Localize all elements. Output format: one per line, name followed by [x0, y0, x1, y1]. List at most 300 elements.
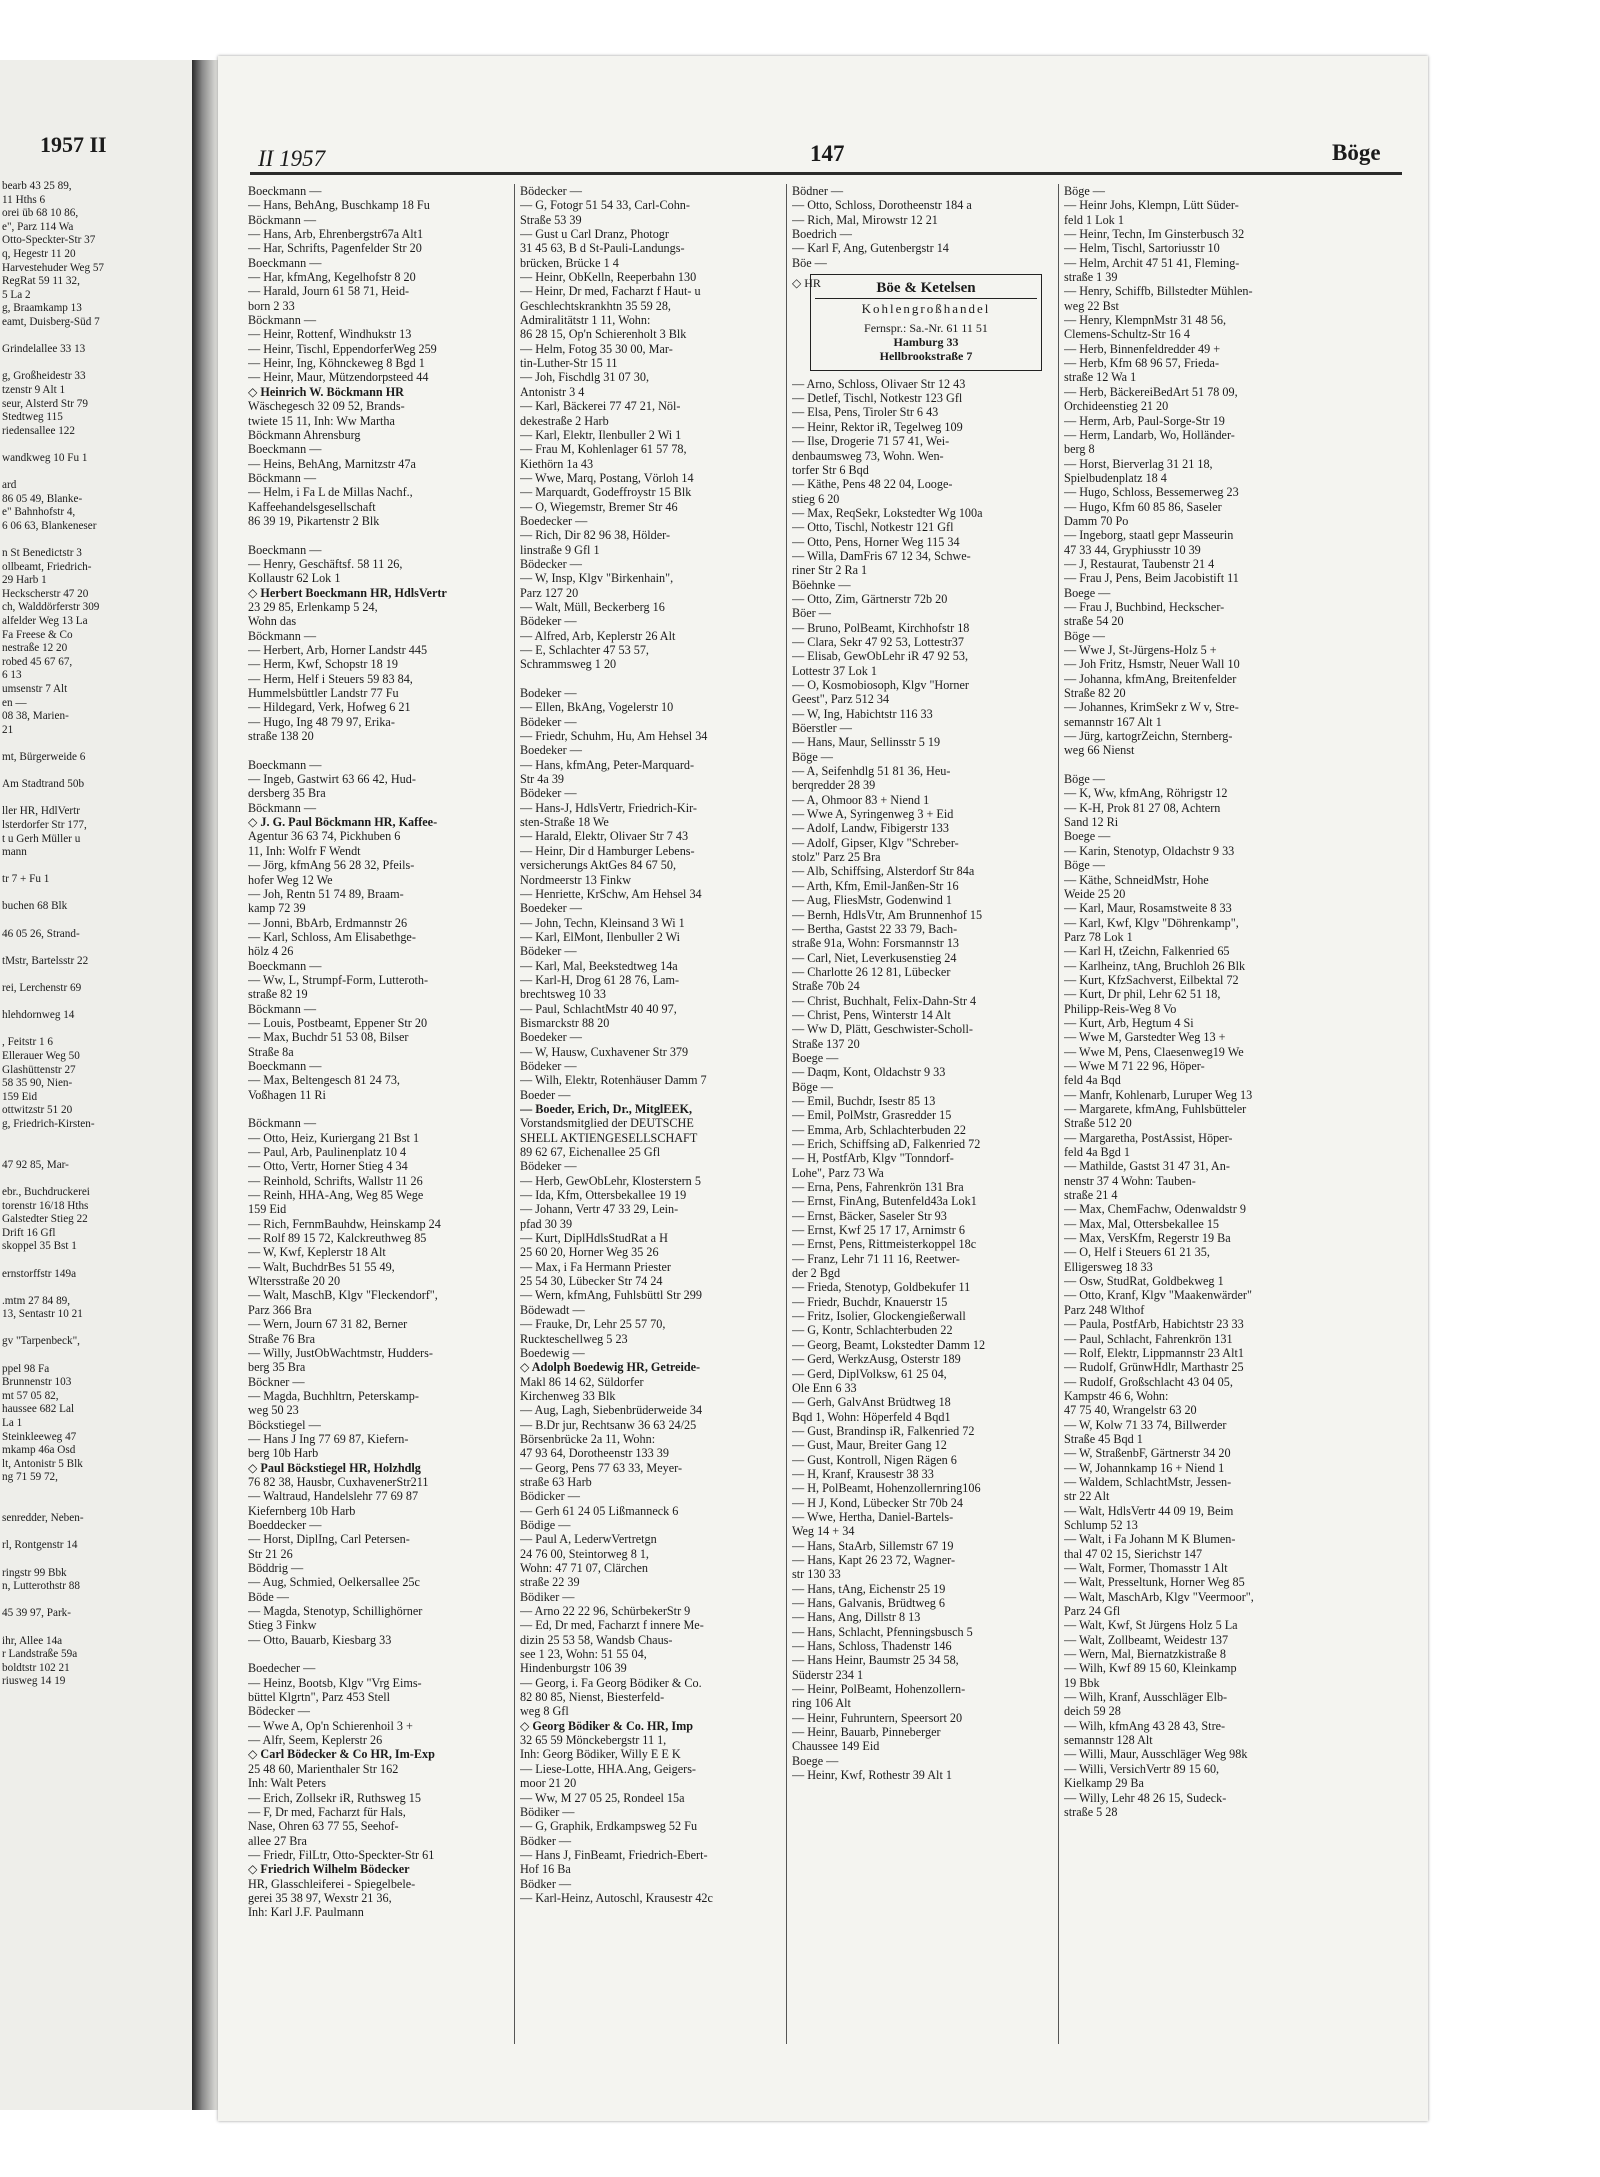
directory-entry-line: Boedrich —: [792, 227, 852, 242]
directory-entry-line: — Walt, Presseltunk, Horner Weg 85: [1064, 1575, 1245, 1590]
directory-entry-line: — Heinr, Tischl, EppendorferWeg 259: [248, 341, 437, 356]
directory-entry-line: Vorstandsmitglied der DEUTSCHE: [520, 1116, 694, 1131]
left-page-line: [2, 1145, 188, 1159]
directory-entry-line: Sand 12 Ri: [1064, 815, 1119, 830]
directory-entry-line: berqredder 28 39: [792, 778, 876, 793]
directory-entry-line: 24 76 00, Steintorweg 8 1,: [520, 1546, 649, 1561]
directory-entry-line: — Herb, BäckereiBedArt 51 78 09,: [1064, 384, 1238, 399]
directory-entry-line: — Herbert, Arb, Horner Landstr 445: [248, 643, 428, 657]
directory-entry-line: 47 93 64, Dorotheenstr 133 39: [520, 1446, 669, 1461]
left-page-line: Drift 16 Gfl: [2, 1226, 56, 1239]
left-page-line: ollbeamt, Friedrich-: [2, 560, 92, 573]
directory-entry-line: Bödker —: [520, 1876, 572, 1891]
left-page-line: torenstr 16/18 Hths: [2, 1199, 89, 1212]
directory-entry-line: — Karl F, Ang, Gutenbergstr 14: [792, 241, 949, 256]
directory-entry-line: — Hugo, Ing 48 79 97, Erika-: [248, 714, 395, 729]
directory-entry-line: Boege —: [792, 1753, 839, 1768]
directory-entry-line: — J, Restaurat, Taubenstr 21 4: [1064, 556, 1215, 571]
left-page-line: seur, Alsterd Str 79: [2, 397, 88, 410]
directory-entry-line: — Karl, Schloss, Am Elisabethge-: [248, 929, 416, 944]
left-page-line: alfelder Weg 13 La: [2, 615, 88, 627]
directory-entry-line: — Käthe, SchneidMstr, Hohe: [1064, 872, 1209, 887]
directory-entry-line: ◇ Friedrich Wilhelm Bödecker: [248, 1862, 410, 1877]
directory-entry-line: — Mathilde, Gastst 31 47 31, An-: [1064, 1159, 1230, 1174]
directory-entry-line: — Boeder, Erich, Dr., MitglEEK,: [520, 1102, 693, 1116]
directory-entry-line: — Karl, Kwf, Klgv "Döhrenkamp",: [1064, 915, 1239, 930]
directory-entry-line: — Heinr, Maur, Mützendorpsteed 44: [248, 370, 429, 385]
directory-entry-line: Hindenburgstr 106 39: [520, 1661, 627, 1676]
directory-entry-line: — Paul A, LederwVertretgn: [520, 1532, 657, 1547]
directory-entry-line: — Heinr, Kwf, Rothestr 39 Alt 1: [792, 1768, 952, 1783]
directory-entry-line: Orchideenstieg 21 20: [1064, 399, 1169, 414]
left-page-line: hlehdornweg 14: [2, 1009, 75, 1022]
directory-entry-line: hölz 4 26: [248, 944, 294, 959]
left-page-line: ard: [2, 479, 17, 492]
directory-entry-line: — Gust u Carl Dranz, Photogr: [520, 227, 669, 242]
directory-entry-line: — Ww D, Plätt, Geschwister-Scholl-: [792, 1022, 973, 1037]
directory-entry-line: — Johann, Vertr 47 33 29, Lein-: [520, 1202, 679, 1217]
left-page-line: 58 35 90, Nien-: [2, 1077, 73, 1090]
directory-entry-line: Böerstler —: [792, 721, 852, 736]
directory-entry-line: [248, 1647, 506, 1661]
directory-entry-line: Böe —: [792, 255, 827, 270]
directory-entry-line: 23 29 85, Erlenkamp 5 24,: [248, 599, 378, 614]
left-page-line: r Landstraße 59a: [2, 1648, 78, 1661]
directory-entry-line: feld 1 Lok 1: [1064, 212, 1124, 227]
left-page-line: nestraße 12 20: [2, 642, 68, 655]
directory-entry-line: Bödecker —: [248, 1704, 310, 1719]
directory-entry-line: SHELL AKTIENGESELLSCHAFT: [520, 1130, 698, 1145]
directory-entry-line: — W, StraßenbF, Gärtnerstr 34 20: [1064, 1446, 1231, 1461]
directory-entry-line: Parz 127 20: [520, 585, 579, 600]
directory-entry-line: — Wern, Mal, Biernatzkistraße 8: [1064, 1647, 1226, 1662]
directory-entry-line: [248, 743, 506, 757]
directory-entry-line: — Heinr, Rottenf, Windhukstr 13: [248, 327, 412, 342]
directory-entry-line: Wohn: 47 71 07, Clärchen: [520, 1561, 648, 1575]
directory-entry-line: — Wwe J, St-Jürgens-Holz 5 +: [1064, 643, 1217, 657]
directory-entry-line: Straße 45 Bqd 1: [1064, 1431, 1143, 1446]
directory-entry-line: — Horst, DiplIng, Carl Petersen-: [248, 1532, 410, 1547]
left-page-line: e" Bahnhofstr 4,: [2, 506, 76, 519]
directory-entry-line: — Herm, Kwf, Schopstr 18 19: [248, 657, 398, 672]
left-page-line: 08 38, Marien-: [2, 710, 69, 723]
directory-entry-line: Geest", Parz 512 34: [792, 692, 890, 707]
left-page-line: [2, 465, 188, 479]
directory-entry-line: 159 Eid: [248, 1202, 287, 1217]
directory-entry-line: str 22 Alt: [1064, 1489, 1110, 1504]
left-page-line: RegRat 59 11 32,: [2, 275, 80, 288]
directory-entry-line: — Harald, Elektr, Olivaer Str 7 43: [520, 829, 689, 844]
directory-entry-line: — Willy, Lehr 48 26 15, Sudeck-: [1064, 1790, 1227, 1805]
left-page-line: ng 71 59 72,: [2, 1471, 58, 1484]
directory-entry-line: — Walt, MaschB, Klgv "Fleckendorf",: [248, 1288, 438, 1303]
directory-entry-line: — Hans, tAng, Eichenstr 25 19: [792, 1581, 946, 1596]
left-page-line: q, Hegestr 11 20: [2, 247, 76, 260]
left-page-line: [2, 357, 188, 371]
directory-entry-line: Str 21 26: [248, 1546, 293, 1561]
directory-entry-line: — Carl, Niet, Leverkusenstieg 24: [792, 950, 957, 965]
directory-entry-line: — O, Kosmobiosoph, Klgv "Horner: [792, 678, 969, 692]
directory-entry-line: — Max, Buchdr 51 53 08, Bilser: [248, 1030, 409, 1045]
directory-entry-line: [248, 1102, 506, 1116]
directory-entry-line: — Rolf 89 15 72, Kalckreuthweg 85: [248, 1231, 427, 1246]
directory-entry-line: — Käthe, Pens 48 22 04, Looge-: [792, 477, 953, 492]
directory-entry-line: — Frau M, Kohlenlager 61 57 78,: [520, 442, 687, 457]
directory-entry-line: Böckmann —: [248, 1116, 317, 1131]
directory-entry-line: Boeddecker —: [248, 1517, 322, 1532]
directory-entry-line: — Joh, Rentn 51 74 89, Braam-: [248, 886, 404, 901]
directory-entry-line: — H, PostfArb, Klgv "Tonndorf-: [792, 1151, 954, 1166]
directory-entry-line: — Bertha, Gastst 22 33 79, Bach-: [792, 921, 958, 936]
directory-entry-line: — Otto, Tischl, Notkestr 121 Gfl: [792, 520, 954, 535]
column-2: [520, 184, 778, 1905]
directory-entry-line: — Clara, Sekr 47 92 53, Lottestr37: [792, 634, 964, 649]
directory-entry-line: — Walt, Kwf, St Jürgens Holz 5 La: [1064, 1618, 1238, 1633]
directory-entry-line: berg 35 Bra: [248, 1360, 306, 1375]
directory-entry-line: Böckstiegel —: [248, 1417, 321, 1432]
directory-entry-line: kamp 72 39: [248, 901, 306, 916]
directory-entry-line: — Walt, Former, Thomasstr 1 Alt: [1064, 1561, 1228, 1575]
directory-entry-line: 31 45 63, B d St-Pauli-Landungs-: [520, 241, 685, 256]
directory-entry-line: — Gerd, DiplVolksw, 61 25 04,: [792, 1366, 947, 1381]
directory-entry-line: — Kurt, DiplHdlsStudRat a H: [520, 1231, 668, 1246]
left-page-line: tzenstr 9 Alt 1: [2, 383, 66, 396]
left-page-line: g, Braamkamp 13: [2, 302, 82, 315]
directory-entry-line: — Wilh, kfmAng 43 28 43, Stre-: [1064, 1718, 1226, 1733]
directory-entry-line: 89 62 67, Eichenallee 25 Gfl: [520, 1145, 661, 1160]
left-page-line: [2, 438, 188, 452]
directory-entry-line: — Arno 22 22 96, SchürbekerStr 9: [520, 1604, 691, 1619]
directory-entry-line: — Hildegard, Verk, Hofweg 6 21: [248, 700, 411, 715]
directory-entry-line: 11, Inh: Wolfr F Wendt: [248, 843, 361, 858]
left-page-line: , Feitstr 1 6: [2, 1036, 53, 1049]
directory-entry-line: — Willi, VersichVertr 89 15 60,: [1064, 1761, 1220, 1776]
directory-entry-line: — Max, ChemFachw, Odenwaldstr 9: [1064, 1202, 1246, 1217]
left-page-line: eamt, Duisberg-Süd 7: [2, 315, 100, 328]
directory-entry-line: Antonistr 3 4: [520, 384, 585, 399]
directory-entry-line: Kielkamp 29 Ba: [1064, 1776, 1144, 1791]
directory-entry-line: — Friedr, Schuhm, Hu, Am Hehsel 34: [520, 729, 708, 744]
directory-entry-line: — Magda, Buchhltrn, Peterskamp-: [248, 1388, 419, 1403]
left-page-line: Am Stadtrand 50b: [2, 778, 85, 791]
left-page-line: rl, Rontgenstr 14: [2, 1539, 78, 1552]
directory-entry-line: — Max, i Fa Hermann Priester: [520, 1259, 671, 1274]
directory-entry-line: — Hans J Ing 77 69 87, Kiefern-: [248, 1431, 409, 1446]
directory-entry-line: Boedeker —: [520, 901, 582, 916]
directory-entry-line: straße 138 20: [248, 729, 314, 744]
directory-entry-line: versicherungs AktGes 84 67 50,: [520, 858, 677, 873]
directory-entry-line: Bödewadt —: [520, 1302, 585, 1317]
directory-entry-line: dersberg 35 Bra: [248, 786, 326, 801]
directory-entry-line: brechtsweg 10 33: [520, 987, 606, 1002]
directory-entry-line: — Hans, kfmAng, Peter-Marquard-: [520, 757, 695, 772]
ad-phone: Fernspr.: Sa.-Nr. 61 11 51: [864, 320, 988, 335]
left-page-line: Heckscherstr 47 20: [2, 587, 89, 600]
directory-entry-line: — Walt, i Fa Johann M K Blumen-: [1064, 1532, 1236, 1547]
directory-entry-line: — Helm, Tischl, Sartoriusstr 10: [1064, 241, 1220, 256]
directory-entry-line: — G, Graphik, Erdkampsweg 52 Fu: [520, 1819, 698, 1834]
directory-entry-line: Bödeker —: [520, 614, 577, 629]
directory-entry-line: — Willa, DamFris 67 12 34, Schwe-: [792, 548, 971, 563]
directory-entry-line: — Walt, MaschArb, Klgv "Veermoor",: [1064, 1589, 1254, 1604]
left-page-line: ringstr 99 Bbk: [2, 1566, 67, 1579]
directory-entry-line: Böckner —: [248, 1374, 305, 1389]
directory-entry-line: HR, Glasschleiferei - Spiegelbele-: [248, 1876, 416, 1891]
left-page-line: [2, 941, 188, 955]
left-page-line: 45 39 97, Park-: [2, 1607, 71, 1620]
directory-entry-line: Bodeker —: [520, 686, 577, 701]
directory-entry-line: Bödiker —: [520, 1589, 575, 1604]
directory-entry-line: — Gerd, WerkzAusg, Osterstr 189: [792, 1352, 961, 1367]
advertisement-block: [792, 274, 1050, 371]
directory-entry-line: straße 5 28: [1064, 1804, 1118, 1819]
directory-entry-line: Boeckmann —: [248, 958, 322, 973]
left-page-line: [2, 1132, 188, 1146]
left-page-line: ottwitzstr 51 20: [2, 1104, 73, 1117]
directory-entry-line: — Ingeb, Gastwirt 63 66 42, Hud-: [248, 772, 416, 787]
directory-entry-line: born 2 33: [248, 298, 295, 313]
directory-entry-line: — Detlef, Tischl, Notkestr 123 Gfl: [792, 391, 963, 406]
directory-entry-line: Agentur 36 63 74, Pickhuben 6: [248, 829, 401, 844]
left-page-line: La 1: [2, 1417, 23, 1430]
directory-entry-line: Böehnke —: [792, 577, 851, 592]
directory-entry-line: [1064, 758, 1322, 772]
left-page-line: [2, 1349, 188, 1363]
left-page-line: en —: [2, 696, 27, 709]
directory-entry-line: Böckmann —: [248, 313, 317, 328]
left-page-line: ihr, Allee 14a: [2, 1634, 63, 1647]
left-page-line: 47 92 85, Mar-: [2, 1158, 69, 1171]
directory-entry-line: — Frau J, Buchbind, Heckscher-: [1064, 599, 1225, 614]
left-page-header: 1957 II: [40, 132, 107, 157]
directory-entry-line: — Hugo, Schloss, Bessemerweg 23: [1064, 485, 1239, 500]
directory-entry-line: ◇ Georg Bödiker & Co. HR, Imp: [520, 1718, 693, 1733]
directory-entry-line: — Willy, JustObWachtmstr, Hudders-: [248, 1345, 433, 1360]
directory-entry-line: weg 66 Nienst: [1064, 743, 1135, 758]
directory-entry-line: straße 91a, Wohn: Forsmannstr 13: [792, 936, 960, 951]
directory-entry-line: — Louis, Postbeamt, Eppener Str 20: [248, 1015, 428, 1030]
left-page-line: ch, Walddörferstr 309: [2, 601, 100, 614]
directory-entry-line: Makl 86 14 62, Süldorfer: [520, 1374, 644, 1389]
directory-entry-line: Parz 24 Gfl: [1064, 1604, 1121, 1619]
directory-entry-line: see 1 23, Wohn: 51 55 04,: [520, 1647, 647, 1662]
directory-entry-line: — Emil, PolMstr, Grasredder 15: [792, 1108, 952, 1123]
directory-entry-line: — A, Ohmoor 83 + Niend 1: [792, 792, 930, 807]
directory-entry-line: Schlump 52 13: [1064, 1517, 1138, 1532]
left-page-line: Ellerauer Weg 50: [2, 1050, 80, 1062]
directory-entry-line: — Heinr, ObKelln, Reeperbahn 130: [520, 270, 697, 285]
directory-entry-line: — Joh Fritz, Hsmstr, Neuer Wall 10: [1064, 657, 1240, 672]
directory-entry-line: Bödicker —: [520, 1489, 580, 1504]
left-page-line: .mtm 27 84 89,: [2, 1294, 71, 1307]
ad-business-type: Kohlengroßhandel: [861, 301, 991, 317]
directory-entry-line: berg 8: [1064, 442, 1095, 457]
left-page-line: [2, 1553, 188, 1567]
directory-entry-line: Böckmann —: [248, 628, 317, 643]
directory-entry-line: — Erich, Schiffsing aD, Falkenried 72: [792, 1137, 981, 1151]
left-page-line: [2, 1485, 188, 1499]
directory-entry-line: — B.Dr jur, Rechtsanw 36 63 24/25: [520, 1417, 697, 1432]
directory-entry-line: Kollaustr 62 Lok 1: [248, 571, 341, 586]
directory-entry-line: — Erna, Pens, Fahrenkrön 131 Bra: [792, 1180, 964, 1195]
directory-entry-line: — Magda, Stenotyp, Schillighörner: [248, 1604, 423, 1619]
directory-entry-line: — Osw, StudRat, Goldbekweg 1: [1064, 1274, 1224, 1289]
left-page-line: lsterdorfer Str 177,: [2, 818, 87, 831]
left-page-line: [2, 792, 188, 806]
directory-entry-line: — Heinr, Bauarb, Pinneberger: [792, 1725, 941, 1740]
page-header-left: II 1957: [258, 146, 326, 171]
directory-entry-line: 86 39 19, Pikartenstr 2 Blk: [248, 513, 380, 528]
directory-entry-line: Inh: Karl J.F. Paulmann: [248, 1905, 364, 1920]
directory-entry-line: — Adolf, Gipser, Klgv "Schreber-: [792, 835, 959, 850]
directory-entry-line: — G, Fotogr 51 54 33, Carl-Cohn-: [520, 198, 690, 213]
directory-entry-line: — Herm, Landarb, Wo, Holländer-: [1064, 427, 1235, 442]
directory-entry-line: — Wwe M, Garstedter Weg 13 +: [1064, 1030, 1226, 1045]
hr-register-mark: ◇ HR: [792, 276, 821, 291]
directory-entry-line: — Margarete, kfmAng, Fuhlsbütteler: [1064, 1102, 1247, 1116]
directory-entry-line: — Georg, i. Fa Georg Bödiker & Co.: [520, 1675, 702, 1690]
directory-entry-line: Boeckmann —: [248, 1058, 322, 1073]
directory-entry-line: — Margaretha, PostAssist, Höper-: [1064, 1130, 1233, 1145]
directory-entry-line: — Karlheinz, tAng, Bruchloh 26 Blk: [1064, 958, 1246, 973]
directory-entry-line: Philipp-Reis-Weg 8 Vo: [1064, 1001, 1177, 1016]
directory-entry-line: Böckmann —: [248, 212, 317, 227]
directory-entry-line: Boege —: [792, 1050, 839, 1065]
directory-entry-line: — Hans, Arb, Ehrenbergstr67a Alt1: [248, 227, 424, 242]
directory-entry-line: — Herb, GewObLehr, Klosterstern 5: [520, 1173, 701, 1188]
directory-entry-line: — Elsa, Pens, Tiroler Str 6 43: [792, 405, 939, 420]
directory-entry-line: — Hans, BehAng, Buschkamp 18 Fu: [248, 198, 430, 213]
directory-entry-line: — Wilh, Elektr, Rotenhäuser Damm 7: [520, 1073, 707, 1088]
directory-entry-line: — Otto, Zim, Gärtnerstr 72b 20: [792, 591, 948, 606]
left-page-line: tr 7 + Fu 1: [2, 873, 50, 886]
directory-entry-line: pfad 30 39: [520, 1216, 573, 1231]
directory-entry-line: — Herm, Arb, Paul-Sorge-Str 19: [1064, 413, 1225, 428]
directory-entry-line: ◇ Paul Böckstiegel HR, Holzhdlg: [248, 1460, 421, 1475]
directory-entry-line: Admiralitätstr 1 11, Wohn:: [520, 313, 651, 328]
directory-entry-line: — Johanna, kfmAng, Breitenfelder: [1064, 671, 1237, 686]
directory-entry-line: Boege —: [1064, 829, 1111, 844]
directory-entry-line: — K-H, Prok 81 27 08, Achtern: [1064, 800, 1221, 815]
directory-entry-line: Kaffeehandelsgesellschaft: [248, 499, 376, 514]
directory-entry-line: Bödeker —: [520, 786, 577, 801]
directory-entry-line: — Hans, Galvanis, Brüdtweg 6: [792, 1596, 945, 1610]
directory-entry-line: Bödecker —: [520, 184, 582, 198]
directory-entry-line: 47 33 44, Gryphiusstr 10 39: [1064, 542, 1201, 557]
directory-entry-line: Wohn das: [248, 614, 297, 629]
directory-entry-line: — Wwe, Marq, Postang, Vörloh 14: [520, 470, 694, 485]
left-page-line: Galstedter Stieg 22: [2, 1213, 88, 1226]
directory-entry-line: Nase, Ohren 63 77 55, Seehof-: [248, 1819, 399, 1834]
left-page-line: Steinkleeweg 47: [2, 1430, 77, 1443]
directory-entry-line: Stieg 3 Finkw: [248, 1618, 317, 1633]
directory-entry-line: Nordmeerstr 13 Finkw: [520, 872, 632, 887]
directory-entry-line: Clemens-Schultz-Str 16 4: [1064, 327, 1190, 342]
left-page-line: [2, 1621, 188, 1635]
column-1: [248, 184, 506, 1920]
directory-entry-line: — Heinr, Dir d Hamburger Lebens-: [520, 843, 695, 858]
directory-entry-line: — Frauke, Dr, Lehr 25 57 70,: [520, 1317, 666, 1332]
directory-entry-line: Böer —: [792, 606, 831, 621]
directory-entry-line: — Otto, Schloss, Dorotheenstr 184 a: [792, 198, 972, 213]
directory-entry-line: Böge —: [1064, 184, 1105, 198]
left-page-line: [2, 996, 188, 1010]
directory-entry-line: — Emma, Arb, Schlachterbuden 22: [792, 1122, 966, 1137]
directory-entry-line: Inh: Walt Peters: [248, 1776, 326, 1791]
directory-entry-line: — Heinr, Dr med, Facharzt f Haut- u: [520, 284, 701, 299]
directory-entry-line: straße 82 19: [248, 987, 308, 1002]
directory-entry-line: Kiefernberg 10b Harb: [248, 1503, 356, 1518]
page-number: 147: [810, 141, 845, 166]
directory-entry-line: 32 65 59 Mönckebergstr 11 1,: [520, 1733, 667, 1748]
directory-entry-line: Elligersweg 18 33: [1064, 1259, 1153, 1274]
directory-entry-line: — Heinr, Ing, Köhnckeweg 8 Bgd 1: [248, 356, 425, 371]
directory-entry-line: — Jörg, kfmAng 56 28 32, Pfeils-: [248, 858, 415, 873]
column-divider: [786, 184, 787, 2044]
directory-entry-line: — W, Insp, Klgv "Birkenhain",: [520, 571, 674, 586]
directory-entry-line: Boedeker —: [520, 743, 582, 758]
directory-entry-line: semannstr 167 Alt 1: [1064, 714, 1162, 729]
directory-entry-line: tin-Luther-Str 15 11: [520, 356, 618, 371]
directory-entry-line: — Heinr, Rektor iR, Tegelweg 109: [792, 419, 963, 434]
left-page-line: [2, 737, 188, 751]
directory-entry-line: — Ww, L, Strumpf-Form, Lutteroth-: [248, 972, 429, 987]
directory-page: [218, 56, 1428, 2121]
directory-entry-line: — Paula, PostfArb, Habichtstr 23 33: [1064, 1317, 1244, 1332]
directory-entry-line: — Fritz, Isolier, Glockengießerwall: [792, 1309, 966, 1324]
directory-entry-line: — Gust, Kontroll, Nigen Rägen 6: [792, 1452, 957, 1467]
directory-entry-line: — W, Kolw 71 33 74, Billwerder: [1064, 1417, 1227, 1432]
page-header-right: Böge: [1332, 140, 1381, 165]
directory-entry-line: — Ingeborg, staatl gepr Masseurin: [1064, 528, 1234, 543]
directory-entry-line: Böckmann —: [248, 800, 317, 815]
directory-entry-line: — Wwe M, Pens, Claesenweg19 We: [1064, 1044, 1244, 1059]
directory-entry-line: Böge —: [1064, 858, 1105, 873]
directory-entry-line: Boedecker —: [520, 513, 588, 528]
directory-entry-line: Parz 366 Bra: [248, 1302, 312, 1317]
left-page-line: [2, 914, 188, 928]
directory-entry-line: — Kurt, Arb, Hegtum 4 Si: [1064, 1015, 1194, 1030]
directory-entry-line: — Alb, Schiffsing, Alsterdorf Str 84a: [792, 864, 975, 879]
left-page-line: ebr., Buchdruckerei: [2, 1185, 90, 1198]
column-3-entries: [792, 377, 1050, 1783]
left-page-line: mt 57 05 82,: [2, 1389, 59, 1402]
directory-entry-line: Ruckteschellweg 5 23: [520, 1331, 628, 1346]
directory-entry-line: — A, Seifenhdlg 51 81 36, Heu-: [792, 764, 951, 779]
directory-entry-line: — Georg, Pens 77 63 33, Meyer-: [520, 1460, 683, 1475]
left-page-line: [2, 1281, 188, 1295]
directory-entry-line: moor 21 20: [520, 1776, 577, 1791]
left-page-line: mt, Bürgerweide 6: [2, 750, 86, 763]
directory-entry-line: Bödiker —: [520, 1804, 575, 1819]
directory-entry-line: — Friedr, FilLtr, Otto-Speckter-Str 61: [248, 1847, 435, 1862]
left-page-line: 13, Sentastr 10 21: [2, 1308, 83, 1321]
left-page-line: [2, 1172, 188, 1186]
directory-entry-line: Kirchenweg 33 Blk: [520, 1388, 616, 1403]
directory-entry-line: — Aug, Schmied, Oelkersallee 25c: [248, 1575, 420, 1590]
directory-entry-line: — John, Techn, Kleinsand 3 Wi 1: [520, 915, 685, 930]
directory-entry-line: — Waldem, SchlachtMstr, Jessen-: [1064, 1474, 1232, 1489]
left-page-line: senredder, Neben-: [2, 1512, 84, 1525]
directory-entry-line: Parz 78 Lok 1: [1064, 929, 1133, 944]
directory-entry-line: — Johannes, KrimSekr z W v, Stre-: [1064, 700, 1239, 715]
directory-entry-line: denbaumsweg 73, Wohn. Wen-: [792, 448, 944, 463]
directory-entry-line: ◇ Herbert Boeckmann HR, HdlsVertr: [248, 585, 447, 600]
directory-entry-line: torfer Str 6 Bqd: [792, 462, 869, 477]
directory-entry-line: — Alfr, Seem, Keplerstr 26: [248, 1733, 383, 1748]
directory-entry-line: — Max, VersKfm, Regerstr 19 Ba: [1064, 1231, 1231, 1246]
directory-entry-line: str 130 33: [792, 1567, 841, 1582]
